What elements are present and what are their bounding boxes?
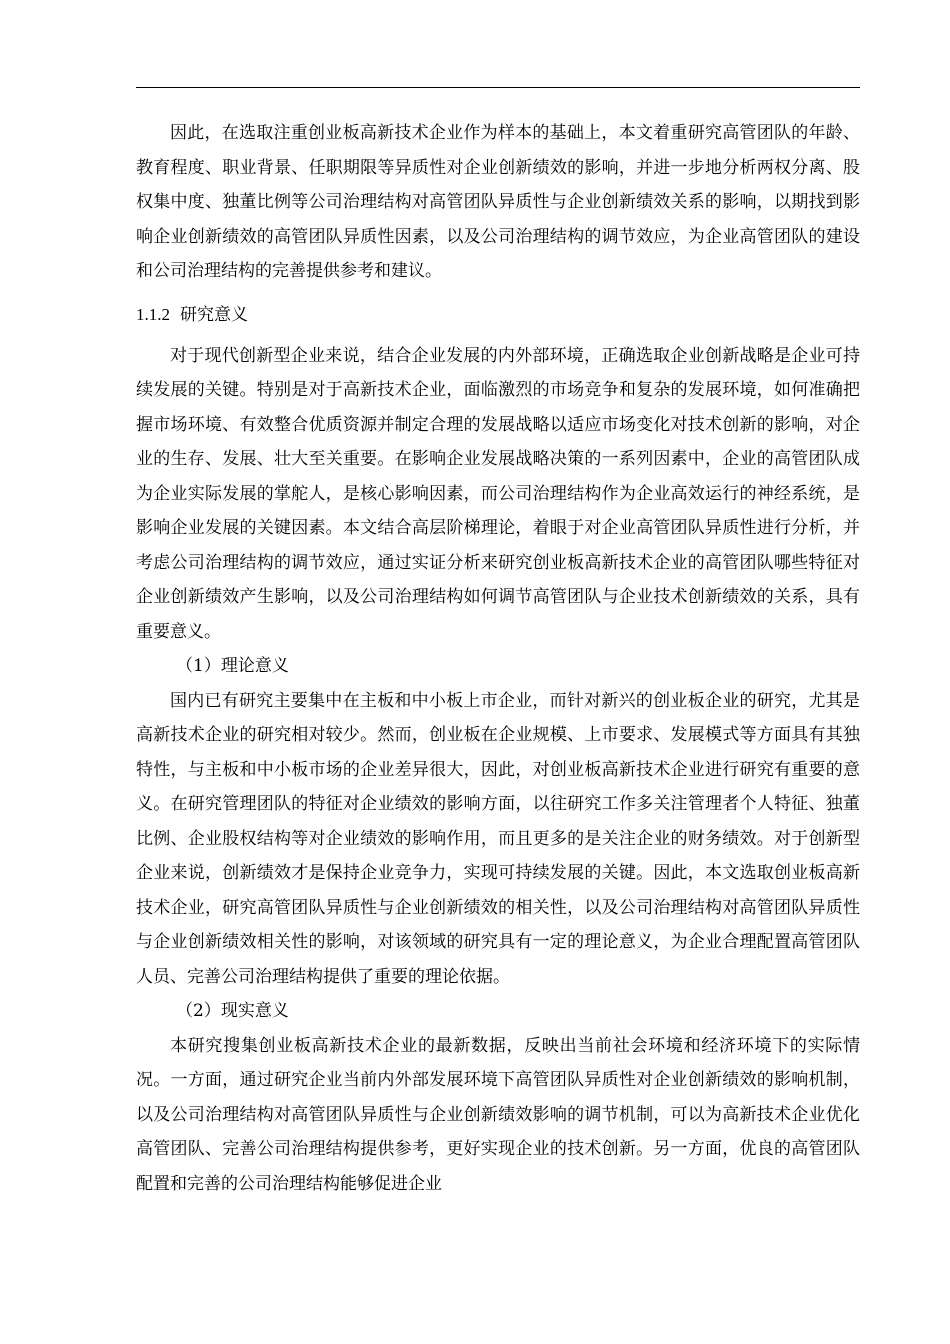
document-body	[136, 116, 860, 1201]
theory-paragraph: 国内已有研究主要集中在主板和中小板上市企业，而针对新兴的创业板企业的研究，尤其是高新技术企业的研究相对较少。然而，创业板在企业规模、上市要求、发展模式等方面具有其独特性，与主板和中小板市场的企业差异很大，因此，对创业板高新技术企业进行研究有重要的意义。在研究管理团队的特征对企业绩效的影响方面，以往研究工作多关注管理者个人特征、独董比例、企业股权结构等对企业绩效的影响作用，而且更多的是关注企业的财务绩效。对于创新型企业来说，创新绩效才是保持企业竞争力，实现可持续发展的关键。因此，本文选取创业板高新技术企业，研究高管团队异质性与企业创新绩效的相关性，以及公司治理结构对高管团队异质性与企业创新绩效相关性的影响，对该领域的研究具有一定的理论意义，为企业合理配置高管团队人员、完善公司治理结构提供了重要的理论依据。	[136, 690, 860, 987]
section-number: 1.1.2	[136, 304, 170, 324]
section-paragraph: 对于现代创新型企业来说，结合企业发展的内外部环境，正确选取企业创新战略是企业可持续发展的关键。特别是对于高新技术企业，面临激烈的市场竞争和复杂的发展环境，如何准确把握市场环境、有效整合优质资源并制定合理的发展战略以适应市场变化对技术创新的影响，对企业的生存、发展、壮大至关重要。在影响企业发展战略决策的一系列因素中，企业的高管团队成为企业实际发展的掌舵人，是核心影响因素，而公司治理结构作为企业高效运行的神经系统，是影响企业发展的关键因素。本文结合高层阶梯理论，着眼于对企业高管团队异质性进行分析，并考虑公司治理结构的调节效应，通过实证分析来研究创业板高新技术企业的高管团队哪些特征对企业创新绩效产生影响，以及公司治理结构如何调节高管团队与企业技术创新绩效的关系，具有重要意义。	[136, 345, 860, 642]
practice-heading: （2）现实意义	[176, 1001, 289, 1021]
practice-paragraph: 本研究搜集创业板高新技术企业的最新数据，反映出当前社会环境和经济环境下的实际情况。一方面，通过研究企业当前内外部发展环境下高管团队异质性对企业创新绩效的影响机制，以及公司治理结构对高管团队异质性与企业创新绩效影响的调节机制，可以为高新技术企业优化高管团队、完善公司治理结构提供参考，更好实现企业的技术创新。另一方面，优良的高管团队配置和完善的公司治理结构能够促进企业	[136, 1035, 860, 1194]
section-heading	[136, 293, 860, 337]
header-rule	[136, 87, 860, 88]
theory-heading: （1）理论意义	[176, 656, 289, 676]
intro-paragraph: 因此，在选取注重创业板高新技术企业作为样本的基础上，本文着重研究高管团队的年龄、教育程度、职业背景、任职期限等异质性对企业创新绩效的影响，并进一步地分析两权分离、股权集中度、独董比例等公司治理结构对高管团队异质性与企业创新绩效关系的影响，以期找到影响企业创新绩效的高管团队异质性因素，以及公司治理结构的调节效应，为企业高管团队的建设和公司治理结构的完善提供参考和建议。	[136, 123, 860, 281]
section-title: 研究意义	[180, 304, 248, 325]
